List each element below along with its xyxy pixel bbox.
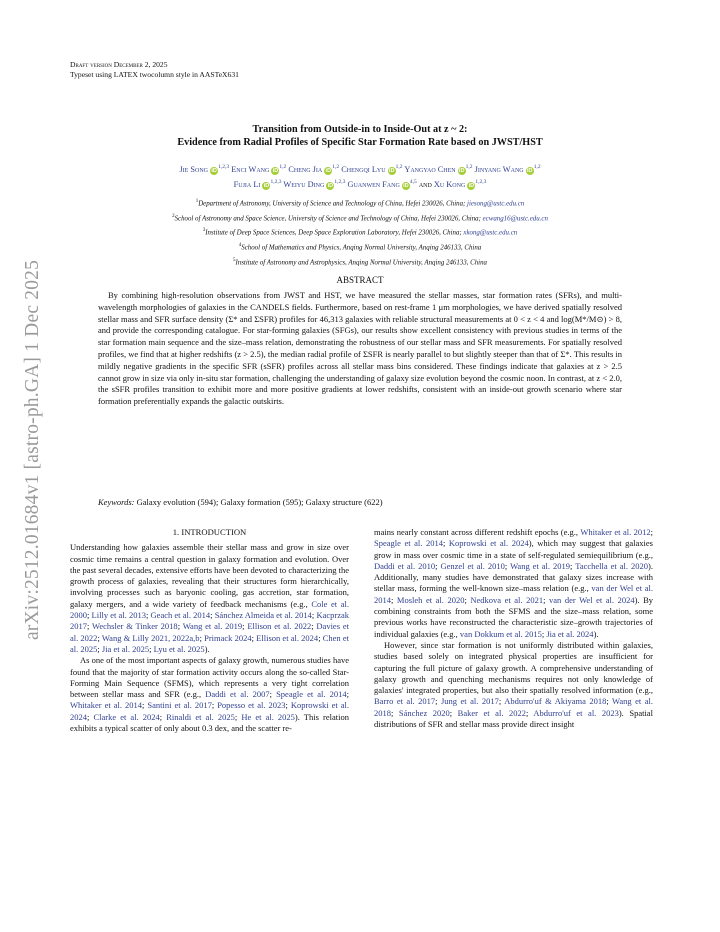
- citation-link[interactable]: Jia et al. 2024: [546, 628, 594, 639]
- intro-paragraph-4: [374, 640, 653, 730]
- text-run: As one of the most important aspects of galaxy growth, numerous studies have found that the majority of star formation activity occurs along the so-called Star-Forming Main Sequence (SFMS), which represents a very tight correlation between stellar mass and SFR (e.g.,: [70, 655, 349, 700]
- citation-link[interactable]: Primack 2024: [204, 632, 252, 643]
- citation-link[interactable]: Jia et al. 2025: [101, 643, 150, 654]
- citation-link[interactable]: He et al. 2025: [241, 711, 295, 722]
- affiliation-number: 4: [238, 243, 242, 249]
- orcid-icon[interactable]: iD: [211, 167, 217, 174]
- text-run: ). This relation exhibits a typical scatter of only about 0.3 dex, and the scatter re-: [70, 711, 349, 734]
- text-run: ;: [211, 700, 218, 711]
- citation-link[interactable]: van Dokkum et al. 2015: [459, 628, 542, 639]
- email-link[interactable]: ecwang16@ustc.edu.cn: [482, 215, 548, 222]
- text-run: ;: [159, 711, 167, 722]
- abstract-heading: ABSTRACT: [336, 275, 384, 285]
- text-run: Understanding how galaxies assemble their stellar mass and grow in size over cosmic time remains a central question in galaxy formation and evolution. Over the past several decades, extensive efforts have been devoted to characterizing the growth process of galaxies, revealing that their structures form hierarchically, involving processes such as baryonic cooling, gas accretion, star formation, galaxy mergers, and a wide variety of feedback mechanisms (e.g.,: [70, 542, 349, 609]
- citation-link[interactable]: Wechsler & Tinker 2018: [92, 621, 178, 632]
- author-name: Fujia Li: [233, 179, 261, 189]
- text-run: ;: [149, 643, 154, 654]
- orcid-icon[interactable]: iD: [526, 167, 533, 174]
- citation-link[interactable]: Genzel et al. 2010: [440, 560, 505, 571]
- title-line-2: Evidence from Radial Profiles of Specific Star Formation Rate based on JWST/HST: [177, 137, 543, 148]
- affiliation-text: School of Mathematics and Physics, Anqing Normal University, Anqing 246133, China: [241, 244, 482, 252]
- text-run: ).: [204, 643, 210, 654]
- arxiv-sidebar-stamp: [22, 235, 44, 665]
- citation-link[interactable]: Whitaker et al. 2014: [70, 700, 143, 711]
- title-line-1: Transition from Outside-in to Inside-Out at z ~ 2:: [252, 124, 468, 135]
- text-run: ;: [435, 560, 441, 571]
- citation-link[interactable]: Rinaldi et al. 2025: [166, 711, 235, 722]
- text-run: ;: [234, 711, 242, 722]
- keywords: [98, 497, 622, 508]
- typeset-note: Typeset using LATEX twocolumn style in AASTeX631: [70, 70, 239, 79]
- author-line-1: [70, 161, 650, 176]
- citation-link[interactable]: Lilly et al. 2013: [91, 610, 146, 621]
- citation-link[interactable]: Cole et al. 2000: [70, 598, 350, 621]
- text-run: ;: [87, 610, 92, 621]
- text-run: ;: [570, 560, 576, 571]
- text-run: ), which may suggest that galaxies grow in mass over cosmic time in a state of self-regulated semiequilibrium (e.g.,: [374, 538, 653, 560]
- author-list: [70, 161, 650, 191]
- affiliation-text: School of Astronomy and Space Science, University of Science and Technology of China, Hefei 230026, China;: [174, 215, 483, 222]
- text-run: ;: [391, 707, 399, 718]
- text-run: ;: [464, 594, 471, 605]
- text-run: ;: [346, 689, 349, 700]
- orcid-icon[interactable]: iD: [272, 167, 279, 174]
- citation-link[interactable]: Kacprzak 2017: [70, 610, 350, 632]
- affiliation: [70, 196, 650, 211]
- citation-link[interactable]: Koprowski et al. 2024: [448, 538, 529, 549]
- citation-link[interactable]: Wang et al. 2019: [510, 560, 571, 571]
- citation-link[interactable]: Ellison et al. 2022: [247, 621, 312, 632]
- text-run: ;: [142, 700, 148, 711]
- author-name: Yangyao Chen: [404, 164, 456, 174]
- citation-link[interactable]: Lyu et al. 2025: [153, 643, 205, 654]
- text-run: ;: [498, 696, 505, 707]
- citation-link[interactable]: Wang & Lilly 2021, 2022a,b: [101, 632, 200, 643]
- affiliation: [70, 255, 650, 270]
- citation-link[interactable]: Sánchez 2020: [398, 707, 450, 718]
- citation-link[interactable]: Sánchez Almeida et al. 2014: [214, 610, 312, 621]
- text-run: ;: [145, 610, 151, 621]
- affiliation-number: 3: [202, 228, 206, 234]
- affiliation: [70, 211, 650, 226]
- text-run: ;: [650, 527, 654, 537]
- text-run: ;: [525, 707, 534, 718]
- text-run: ;: [87, 711, 94, 722]
- citation-link[interactable]: Davies et al. 2022: [70, 621, 349, 643]
- text-run: ;: [285, 700, 291, 711]
- author-name: Chengqi Lyu: [341, 164, 386, 174]
- citation-link[interactable]: Geach et al. 2014: [150, 610, 211, 621]
- paper-title: [70, 123, 650, 149]
- citation-link[interactable]: Abdurro'uf & Akiyama 2018: [504, 696, 607, 707]
- author-affiliation-marks: 1,2: [279, 164, 287, 170]
- text-run: ;: [97, 632, 102, 643]
- affiliation-text: Institute of Astronomy and Astrophysics, Anqing Normal University, Anqing 246133, China: [235, 259, 487, 267]
- keywords-label: Keywords:: [98, 497, 135, 507]
- citation-link[interactable]: Whitaker et al. 2012: [580, 527, 651, 537]
- author-affiliation-marks: 1,2: [465, 164, 473, 170]
- citation-link[interactable]: Tacchella et al. 2020: [575, 560, 649, 571]
- email-link[interactable]: jiesong@ustc.edu.cn: [467, 200, 525, 208]
- right-column: [374, 527, 653, 730]
- text-run: ;: [199, 632, 205, 643]
- orcid-icon[interactable]: iD: [403, 182, 409, 189]
- section-heading-introduction: 1. INTRODUCTION: [172, 527, 247, 537]
- citation-link[interactable]: Daddi et al. 2007: [205, 689, 270, 700]
- text-run: ;: [97, 643, 102, 654]
- citation-link[interactable]: Speagle et al. 2014: [276, 689, 347, 700]
- author-affiliation-marks: 4,5: [409, 178, 417, 185]
- citation-link[interactable]: Daddi et al. 2010: [374, 560, 436, 571]
- text-run: ;: [311, 621, 317, 632]
- text-run: However, since star formation is not uniformly distributed within galaxies, studies based solely on integrated physical properties are insufficient for capturing the full picture of galaxy growth. A comprehensive understanding of galaxy growth and quenching mechanisms requires not only knowledge of galaxies' integrated properties, but also their spatially resolved information (e.g.,: [374, 639, 653, 696]
- text-run: ).: [593, 628, 599, 639]
- author-affiliation-marks: 1,2: [332, 164, 340, 170]
- affiliation-number: 1: [195, 199, 199, 204]
- orcid-icon[interactable]: iD: [468, 182, 475, 189]
- email-link[interactable]: xkong@ustc.edu.cn: [463, 229, 518, 237]
- author-affiliation-marks: 1,2,3: [270, 178, 282, 185]
- intro-paragraph-1: [70, 542, 349, 655]
- citation-link[interactable]: Baker et al. 2022: [457, 707, 526, 718]
- author-name: Guanwen Fang: [347, 179, 400, 189]
- citation-link[interactable]: Abdurro'uf et al. 2023: [533, 707, 619, 718]
- text-run: ;: [606, 696, 613, 707]
- text-run: ). By combining constraints from both the SFMS and the size–mass relation, some previous works have reconstructed the characteristic size–growth trajectories of individual galaxies (e.g.,: [374, 594, 654, 639]
- orcid-icon[interactable]: iD: [325, 167, 332, 174]
- arxiv-id: arXiv:2512.01684v1 [astro-ph.GA] 1 Dec 2025: [22, 259, 43, 641]
- text-run: ;: [391, 594, 397, 605]
- author-name: Weiyu Ding: [283, 179, 325, 189]
- citation-link[interactable]: Clarke et al. 2024: [93, 711, 160, 722]
- author-affiliation-marks: 1,2: [395, 164, 403, 170]
- affiliation: [70, 225, 650, 240]
- citation-link[interactable]: Santini et al. 2017: [147, 700, 212, 711]
- citation-link[interactable]: Barro et al. 2017: [374, 696, 436, 707]
- citation-link[interactable]: Wang et al. 2018: [374, 696, 653, 718]
- keywords-text: Galaxy evolution (594); Galaxy formation (595); Galaxy structure (622): [136, 497, 383, 507]
- text-run: ;: [87, 621, 93, 632]
- citation-link[interactable]: Wang et al. 2019: [182, 621, 243, 632]
- text-run: ;: [210, 610, 215, 621]
- citation-link[interactable]: Mosleh et al. 2020: [396, 594, 465, 605]
- orcid-icon[interactable]: iD: [458, 167, 465, 174]
- text-run: ;: [311, 610, 317, 621]
- text-run: ;: [504, 560, 511, 571]
- author-name: Enci Wang: [231, 164, 270, 174]
- text-run: ;: [318, 632, 323, 643]
- author-name: Xu Kong: [433, 179, 466, 189]
- affiliation-text: Department of Astronomy, University of Science and Technology of China, Hefei 230026, China;: [198, 200, 468, 208]
- text-run: ). Spatial distributions of SFR and stellar mass provide direct insight: [374, 707, 653, 730]
- draft-version: Draft version December 2, 2025: [70, 60, 168, 69]
- citation-link[interactable]: Speagle et al. 2014: [374, 538, 443, 549]
- citation-link[interactable]: Jung et al. 2017: [441, 696, 499, 707]
- text-run: ;: [442, 538, 449, 549]
- text-run: mains nearly constant across different redshift epochs (e.g.,: [374, 527, 581, 537]
- orcid-icon[interactable]: iD: [327, 182, 334, 189]
- draft-header: [70, 60, 239, 80]
- orcid-icon[interactable]: iD: [388, 167, 395, 174]
- citation-link[interactable]: Nedkova et al. 2021: [470, 594, 544, 605]
- left-column: [70, 527, 349, 734]
- author-affiliation-marks: 1,2,3: [475, 178, 487, 185]
- affiliation: [70, 240, 650, 255]
- affiliation-list: [70, 196, 650, 270]
- text-run: ;: [543, 594, 550, 605]
- citation-link[interactable]: van der Wel et al. 2014: [374, 583, 654, 605]
- citation-link[interactable]: Popesso et al. 2023: [217, 700, 286, 711]
- orcid-icon[interactable]: iD: [263, 182, 270, 189]
- intro-paragraph-3: [374, 527, 653, 640]
- citation-link[interactable]: Chen et al. 2025: [70, 632, 349, 654]
- citation-link[interactable]: Koprowski et al. 2024: [70, 700, 349, 722]
- citation-link[interactable]: Ellison et al. 2024: [256, 632, 319, 643]
- affiliation-number: 2: [172, 213, 175, 219]
- text-run: ;: [251, 632, 257, 643]
- abstract-text: By combining high-resolution observations from JWST and HST, we have measured the stellar masses, star formation rates (SFRs), and multi-wavelength morphologies of galaxies in the CANDELS fields. Furthermore, based on rest-frame 1 μm morphologies, we have derived spatially resolved stellar mass and SFR surface density (Σ* and ΣSFR) profiles for 46,313 galaxies with reliable structural measurements at 0 < z < 4 and log(M*/M⊙) > 8, and provide the corresponding catalogue. For star-forming galaxies (SFGs), our results show excellent consistency with previous studies in terms of the star formation main sequence and the size–mass relation, demonstrating the robustness of our stellar mass and SFR measurements. For spatially resolved profiles, we find that at higher redshifts (z > 2.5), the median radial profile of ΣSFR is nearly parallel to but slightly steeper than that of Σ*. This results in mildly negative gradients in the specific SFR (sSFR) profiles across all stellar mass bins considered. These findings indicate that galaxies at z > 2.5 cannot grow in size via only in-situ star formation, challenging the understanding of galaxy size evolution beyond the cosmic noon. In contrast, at z < 2.0, the sSFR profiles transition to exhibit more and more positive gradients at lower redshifts, consistent with an inside-out growth scenario where star formation preferentially expands the galactic outskirts.: [98, 290, 622, 407]
- text-run: ;: [269, 689, 277, 700]
- text-run: ). Additionally, many studies have demonstrated that galaxy sizes increase with stellar mass, forming the well-known size–mass relation (e.g.,: [374, 560, 653, 594]
- author-affiliation-marks: 1,2: [533, 164, 541, 170]
- text-run: ;: [435, 696, 441, 707]
- text-run: ;: [449, 707, 458, 718]
- author-line-2: [70, 176, 650, 191]
- text-run: ;: [242, 621, 248, 632]
- text-run: ;: [541, 628, 547, 639]
- author-name: Jie Song: [179, 164, 209, 174]
- intro-paragraph-2: [70, 655, 349, 734]
- author-affiliation-marks: 1,2,3: [334, 178, 346, 185]
- author-affiliation-marks: 1,2,3: [218, 164, 230, 170]
- author-name: Cheng Jia: [288, 164, 323, 174]
- affiliation-number: 5: [233, 257, 236, 263]
- author-name: Jinyang Wang: [474, 164, 524, 174]
- citation-link[interactable]: van der Wel et al. 2024: [549, 594, 635, 605]
- affiliation-text: Institute of Deep Space Sciences, Deep Space Exploration Laboratory, Hefei 230026, China;: [205, 229, 464, 237]
- text-run: ;: [177, 621, 183, 632]
- author-conjunction: and: [418, 179, 432, 189]
